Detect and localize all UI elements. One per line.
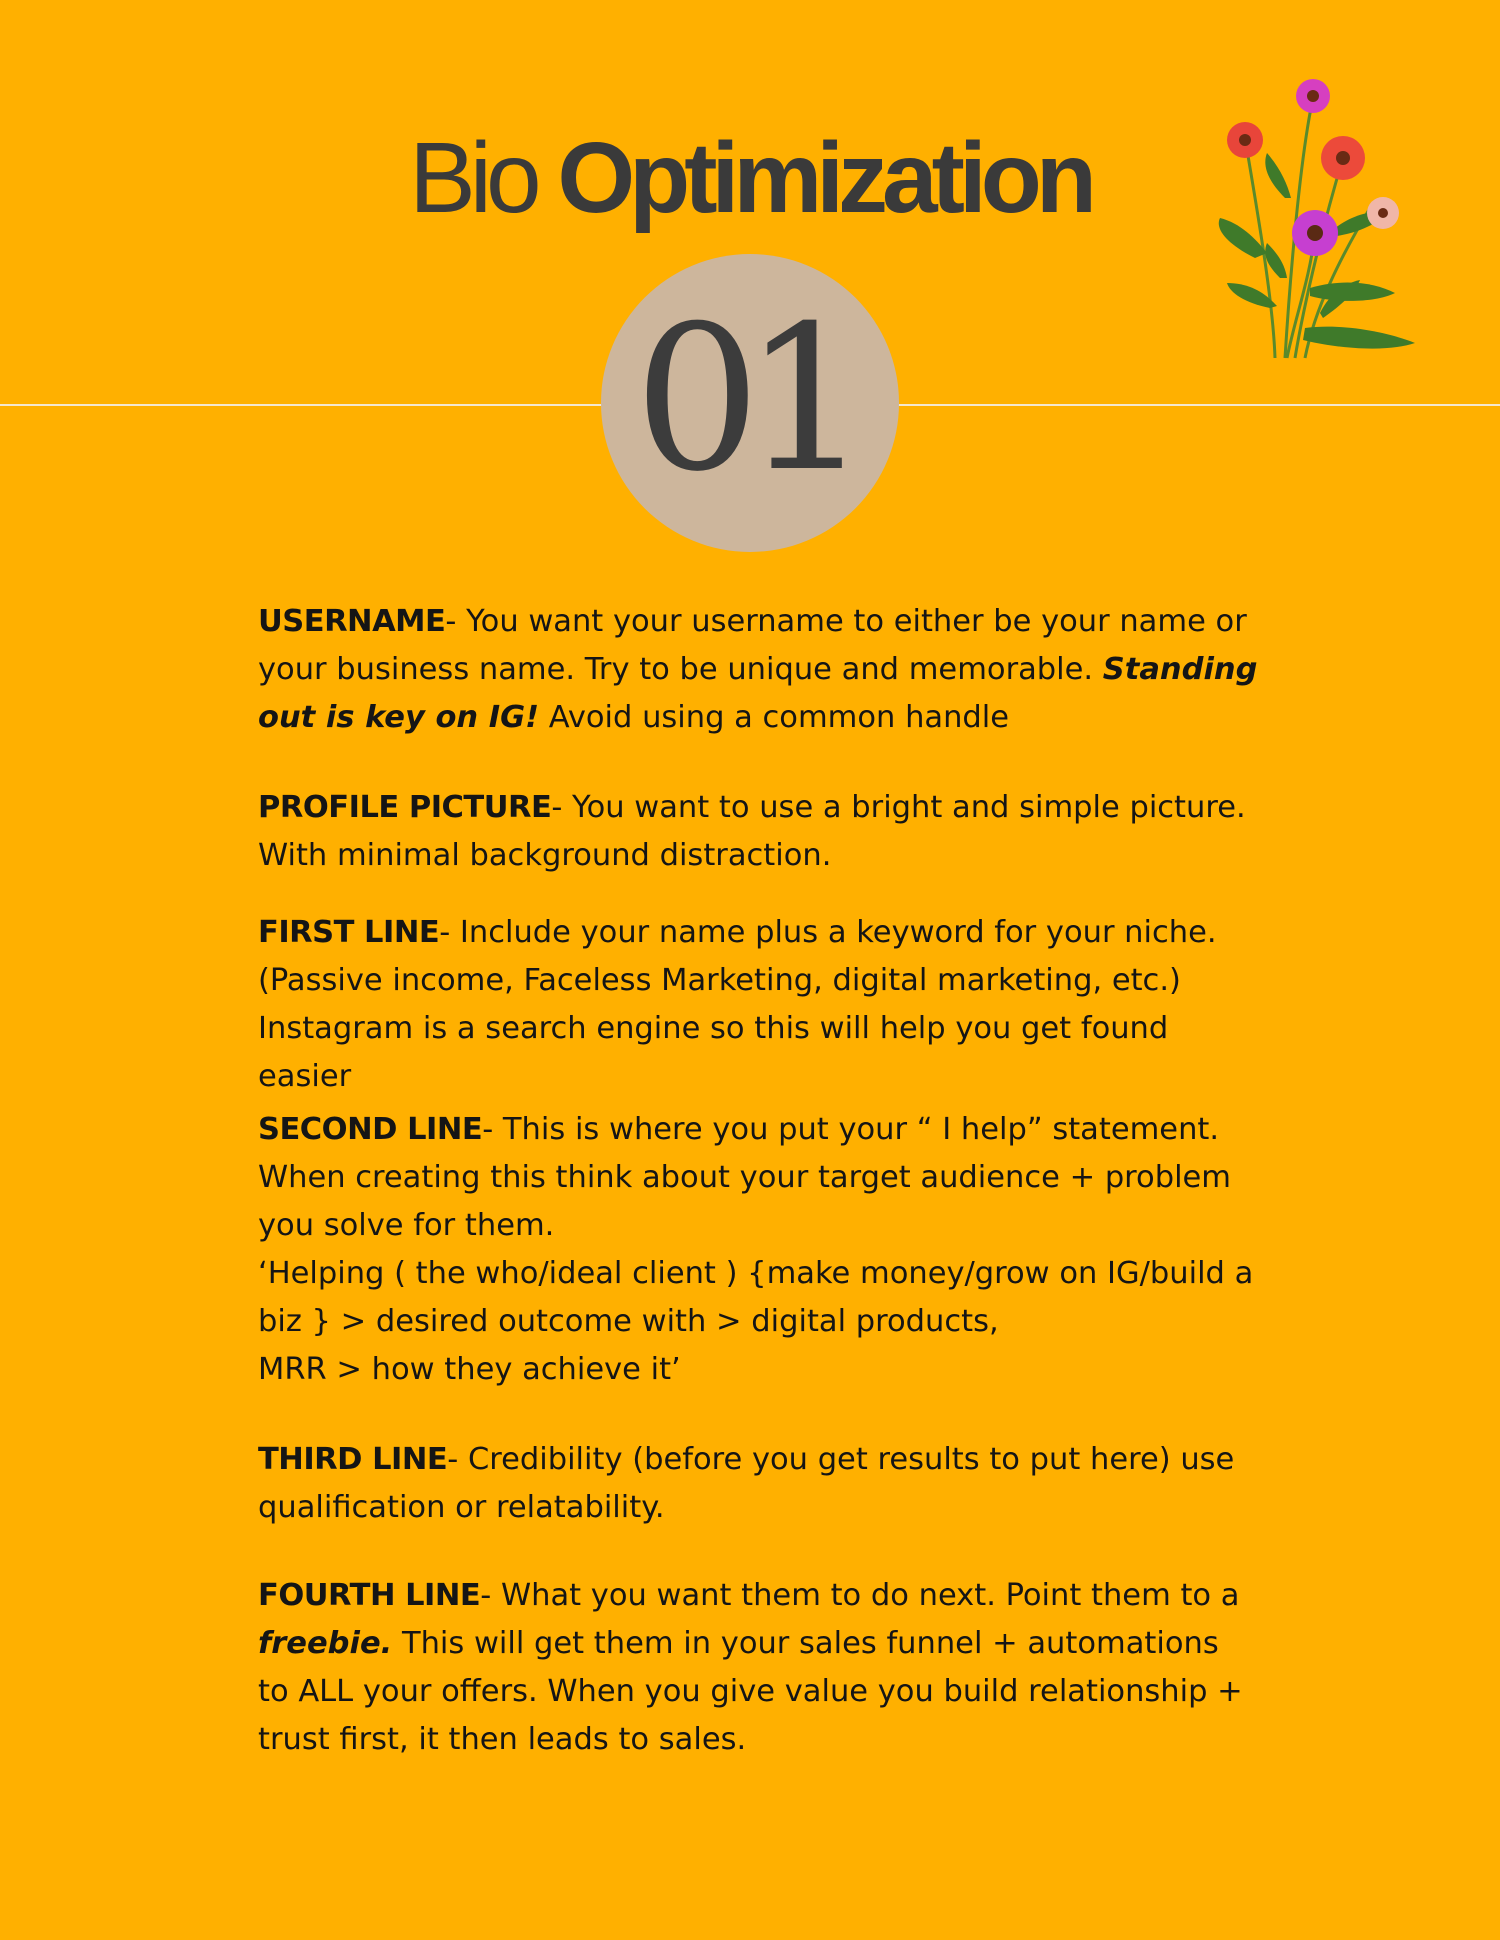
username-label: USERNAME (258, 604, 446, 639)
fourth-line-text: - What you want them to do next. Point them to a (480, 1578, 1240, 1613)
title-light: Bio (409, 122, 536, 234)
step-number: 01 (633, 283, 853, 516)
third-line-text: - Credibility (before you get results to put here) use qualification or relatability. (258, 1442, 1235, 1525)
profile-picture-label: PROFILE PICTURE (258, 790, 552, 825)
third-line-label: THIRD LINE (258, 1442, 448, 1477)
third-line-section (258, 1436, 1258, 1532)
step-number-badge (601, 254, 899, 552)
fourth-line-emphasis: freebie. (258, 1626, 393, 1661)
fourth-line-section (258, 1572, 1258, 1764)
fourth-line-label: FOURTH LINE (258, 1578, 481, 1613)
second-line-template-end: MRR > how they achieve it’ (258, 1352, 681, 1387)
username-emphasis: Standing out is key on IG! (258, 652, 1258, 735)
title-bold: Optimization (557, 122, 1091, 234)
second-line-section (258, 1106, 1258, 1394)
first-line-text: - Include your name plus a keyword for your niche. (Passive income, Faceless Marketing, digital marketing, etc.) Instagram is a search engine so this will help you get found easier (258, 915, 1217, 1094)
username-text: - You want your username to either be your name or your business name. Try to be unique and memorable. (258, 604, 1247, 687)
first-line-label: FIRST LINE (258, 915, 440, 950)
second-line-template: ‘Helping ( the who/ideal client ) {make money/grow on IG/build a biz } > desired outcome with > digital products, (258, 1256, 1254, 1339)
username-section (258, 598, 1258, 742)
profile-picture-section (258, 784, 1258, 880)
second-line-text: - This is where you put your “ I help” statement. When creating this think about your target audience + problem you solve for them. (258, 1112, 1232, 1243)
first-line-section (258, 909, 1258, 1101)
fourth-line-text-after: This will get them in your sales funnel + automations to ALL your offers. When you give value you build relationship + trust first, it then leads to sales. (258, 1626, 1243, 1757)
username-text-after: Avoid using a common handle (539, 700, 1010, 735)
flowers-icon (1215, 78, 1430, 363)
profile-picture-text: - You want to use a bright and simple picture. With minimal background distraction. (258, 790, 1246, 873)
second-line-label: SECOND LINE (258, 1112, 483, 1147)
tips-content (258, 598, 1258, 1764)
